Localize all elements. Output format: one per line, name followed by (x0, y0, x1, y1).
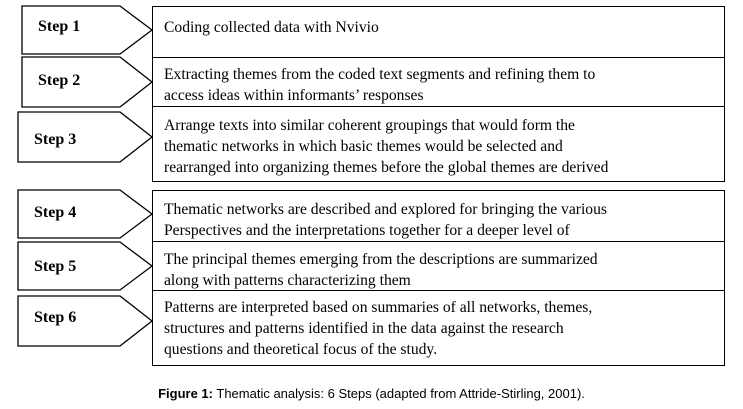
step-3-label: Step 3 (34, 131, 77, 148)
figure-caption (0, 385, 743, 403)
step-2-description: Extracting themes from the coded text segments and refining them to access ideas within informants’ responses (164, 66, 596, 104)
step-6-description: Patterns are interpreted based on summaries of all networks, themes, structures and patterns identified in the data against the research questions and theoretical focus of the study. (164, 299, 593, 358)
step-2-label: Step 2 (38, 72, 81, 89)
step-1-label: Step 1 (38, 18, 81, 35)
step-5-label: Step 5 (34, 258, 77, 275)
step-3-description: Arrange texts into similar coherent groupings that would form the thematic networks in which basic themes would be selected and rearranged into organizing themes before the global themes are derived (164, 117, 609, 176)
caption-prefix: Figure 1: (158, 386, 213, 401)
step-4-description: Thematic networks are described and explored for bringing the various Perspectives and the interpretations together for a deeper level of (164, 201, 607, 239)
step-6-label: Step 6 (34, 309, 77, 326)
step-1-description: Coding collected data with Nvivio (164, 19, 379, 36)
step-5-description: The principal themes emerging from the descriptions are summarized along with patterns characterizing them (164, 251, 598, 289)
step-4-label: Step 4 (34, 204, 77, 221)
caption-text: Thematic analysis: 6 Steps (adapted from Attride-Stirling, 2001). (213, 386, 585, 401)
